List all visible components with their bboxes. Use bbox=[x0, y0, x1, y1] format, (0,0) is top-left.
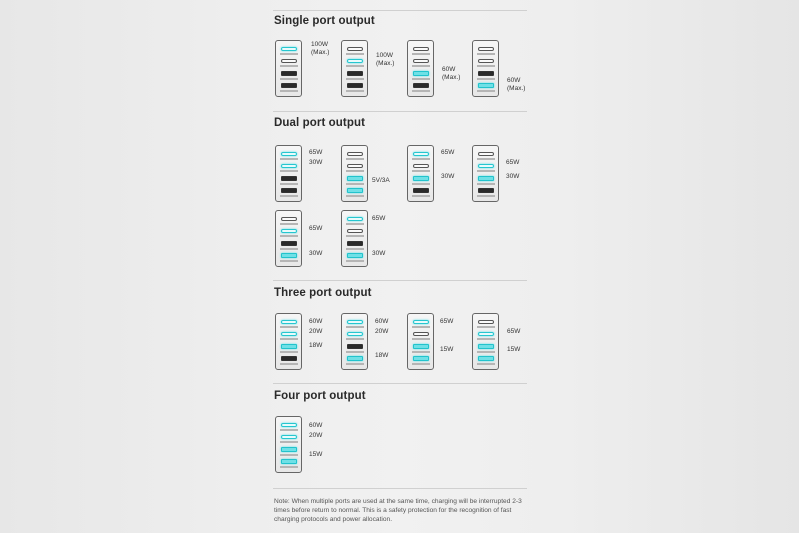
port-a2 bbox=[478, 188, 494, 193]
divider-four bbox=[273, 488, 527, 489]
output-label-three-2-2: 20W bbox=[375, 328, 389, 335]
port-label-a2 bbox=[280, 363, 298, 365]
port-c1-active bbox=[347, 217, 363, 221]
port-label-a2 bbox=[477, 363, 495, 365]
port-a2-active bbox=[347, 253, 363, 258]
port-a2 bbox=[413, 188, 429, 193]
port-a1-active bbox=[281, 344, 297, 349]
charger-dual-2 bbox=[341, 145, 368, 202]
safety-note: Note: When multiple ports are used at the same time, charging will be interrupted 2-3 times before return to normal. This is a safety protection for the recognition of fast charging protocols and power allocation. bbox=[274, 498, 522, 523]
port-label-a2 bbox=[346, 363, 364, 365]
port-label-a1 bbox=[280, 351, 298, 353]
port-label-c2 bbox=[280, 170, 298, 172]
section-title-dual: Dual port output bbox=[274, 117, 366, 129]
port-label-a1 bbox=[280, 454, 298, 456]
port-a1 bbox=[347, 71, 363, 76]
port-c1-active bbox=[413, 320, 429, 324]
port-label-a1 bbox=[280, 183, 298, 185]
port-c2-active bbox=[281, 332, 297, 336]
port-c2 bbox=[347, 229, 363, 233]
port-label-a2 bbox=[280, 466, 298, 468]
port-label-a1 bbox=[477, 183, 495, 185]
port-label-c2 bbox=[412, 65, 430, 67]
output-label-three-2-3: 18W bbox=[375, 352, 389, 359]
port-c2-active bbox=[347, 59, 363, 63]
port-a2-active bbox=[281, 253, 297, 258]
port-label-c1 bbox=[346, 158, 364, 160]
port-a1 bbox=[281, 241, 297, 246]
port-c1 bbox=[478, 320, 494, 324]
charger-dual-5 bbox=[275, 210, 302, 267]
port-c2-active bbox=[281, 435, 297, 439]
port-label-c1 bbox=[477, 158, 495, 160]
port-c1 bbox=[413, 47, 429, 51]
port-a1-active bbox=[281, 447, 297, 452]
port-c1 bbox=[478, 47, 494, 51]
port-label-c2 bbox=[280, 235, 298, 237]
port-label-c2 bbox=[346, 65, 364, 67]
port-a2-active bbox=[347, 188, 363, 193]
output-label-single-1: 100W bbox=[311, 41, 328, 48]
output-label-four-1-3: 15W bbox=[309, 451, 323, 458]
port-c2-active bbox=[347, 332, 363, 336]
port-label-a1 bbox=[477, 351, 495, 353]
charger-four-1 bbox=[275, 416, 302, 473]
output-label-three-2-1: 60W bbox=[375, 318, 389, 325]
port-c1-active bbox=[281, 47, 297, 51]
port-label-a2 bbox=[477, 195, 495, 197]
port-label-a2 bbox=[280, 260, 298, 262]
output-label-three-1-3: 18W bbox=[309, 342, 323, 349]
port-c2-active bbox=[281, 229, 297, 233]
port-label-a1 bbox=[412, 183, 430, 185]
output-label-dual-1-1: 65W bbox=[309, 149, 323, 156]
port-c2 bbox=[281, 59, 297, 63]
output-label-dual-5-1: 65W bbox=[309, 225, 323, 232]
port-label-a2 bbox=[412, 363, 430, 365]
port-c2-active bbox=[281, 164, 297, 168]
port-label-c2 bbox=[477, 338, 495, 340]
port-a2-active bbox=[478, 83, 494, 88]
output-label-dual-2-1: 5V/3A bbox=[372, 177, 390, 184]
charger-single-3 bbox=[407, 40, 434, 97]
port-label-a1 bbox=[346, 78, 364, 80]
port-label-a2 bbox=[280, 90, 298, 92]
port-a2-active bbox=[347, 356, 363, 361]
port-c1-active bbox=[413, 152, 429, 156]
section-title-single: Single port output bbox=[274, 15, 375, 27]
section-title-three: Three port output bbox=[274, 287, 372, 299]
charger-three-1 bbox=[275, 313, 302, 370]
port-c2 bbox=[413, 164, 429, 168]
port-label-a1 bbox=[280, 78, 298, 80]
output-label-dual-5-2: 30W bbox=[309, 250, 323, 257]
output-label-four-1-1: 60W bbox=[309, 422, 323, 429]
port-label-c1 bbox=[346, 53, 364, 55]
output-label-single-4-note: (Max.) bbox=[507, 85, 526, 92]
port-label-c2 bbox=[280, 65, 298, 67]
port-a2 bbox=[347, 83, 363, 88]
port-c1-active bbox=[347, 320, 363, 324]
section-title-four: Four port output bbox=[274, 390, 366, 402]
port-a1-active bbox=[413, 71, 429, 76]
port-label-a1 bbox=[412, 78, 430, 80]
port-label-a1 bbox=[477, 78, 495, 80]
port-label-a1 bbox=[346, 248, 364, 250]
charger-dual-1 bbox=[275, 145, 302, 202]
port-a1 bbox=[281, 71, 297, 76]
port-a1-active bbox=[478, 176, 494, 181]
output-label-dual-3-2: 30W bbox=[441, 173, 455, 180]
output-label-dual-6-2: 30W bbox=[372, 250, 386, 257]
port-label-a1 bbox=[346, 183, 364, 185]
port-c2-active bbox=[478, 164, 494, 168]
port-label-c1 bbox=[412, 326, 430, 328]
port-a2-active bbox=[478, 356, 494, 361]
port-c2 bbox=[413, 332, 429, 336]
port-label-c1 bbox=[280, 429, 298, 431]
port-label-a1 bbox=[346, 351, 364, 353]
port-label-c2 bbox=[346, 170, 364, 172]
port-label-a2 bbox=[412, 195, 430, 197]
port-c2 bbox=[478, 59, 494, 63]
port-label-c1 bbox=[346, 326, 364, 328]
port-label-a1 bbox=[412, 351, 430, 353]
port-a1-active bbox=[478, 344, 494, 349]
port-label-c1 bbox=[280, 158, 298, 160]
port-label-c2 bbox=[477, 65, 495, 67]
port-a1 bbox=[347, 344, 363, 349]
port-c1-active bbox=[281, 152, 297, 156]
port-label-c2 bbox=[280, 338, 298, 340]
port-label-c2 bbox=[477, 170, 495, 172]
port-c1 bbox=[347, 47, 363, 51]
port-label-a2 bbox=[346, 195, 364, 197]
port-label-c1 bbox=[477, 326, 495, 328]
port-a2 bbox=[413, 83, 429, 88]
output-label-three-4-1: 65W bbox=[507, 328, 521, 335]
port-label-c1 bbox=[477, 53, 495, 55]
charger-three-2 bbox=[341, 313, 368, 370]
output-label-three-1-1: 60W bbox=[309, 318, 323, 325]
output-label-dual-1-2: 30W bbox=[309, 159, 323, 166]
port-c1 bbox=[478, 152, 494, 156]
port-a1-active bbox=[413, 176, 429, 181]
output-label-dual-6-1: 65W bbox=[372, 215, 386, 222]
port-c1 bbox=[281, 217, 297, 221]
divider-top bbox=[273, 10, 527, 11]
port-a2 bbox=[281, 83, 297, 88]
output-label-single-3-note: (Max.) bbox=[442, 74, 461, 81]
charger-three-4 bbox=[472, 313, 499, 370]
output-label-three-3-1: 65W bbox=[440, 318, 454, 325]
output-label-single-1-note: (Max.) bbox=[311, 49, 330, 56]
port-label-c1 bbox=[280, 223, 298, 225]
port-a1-active bbox=[347, 176, 363, 181]
divider-single bbox=[273, 111, 527, 112]
output-label-three-1-2: 20W bbox=[309, 328, 323, 335]
divider-dual bbox=[273, 280, 527, 281]
port-c2 bbox=[413, 59, 429, 63]
divider-three bbox=[273, 383, 527, 384]
port-label-a2 bbox=[477, 90, 495, 92]
port-a2-active bbox=[413, 356, 429, 361]
port-label-a2 bbox=[280, 195, 298, 197]
port-c1 bbox=[347, 152, 363, 156]
port-label-a2 bbox=[412, 90, 430, 92]
output-label-three-3-2: 15W bbox=[440, 346, 454, 353]
charger-single-2 bbox=[341, 40, 368, 97]
output-label-dual-3-1: 65W bbox=[441, 149, 455, 156]
port-a2 bbox=[281, 188, 297, 193]
port-label-c1 bbox=[346, 223, 364, 225]
port-c1-active bbox=[281, 423, 297, 427]
port-label-c1 bbox=[280, 326, 298, 328]
port-label-c2 bbox=[412, 338, 430, 340]
output-label-dual-4-2: 30W bbox=[506, 173, 520, 180]
port-label-c2 bbox=[280, 441, 298, 443]
port-a2 bbox=[281, 356, 297, 361]
port-label-c2 bbox=[346, 235, 364, 237]
output-label-single-4: 60W bbox=[507, 77, 521, 84]
port-label-a2 bbox=[346, 260, 364, 262]
output-label-single-3: 60W bbox=[442, 66, 456, 73]
port-a1 bbox=[281, 176, 297, 181]
output-label-four-1-2: 20W bbox=[309, 432, 323, 439]
port-label-c2 bbox=[346, 338, 364, 340]
charger-dual-4 bbox=[472, 145, 499, 202]
charger-single-4 bbox=[472, 40, 499, 97]
charger-dual-6 bbox=[341, 210, 368, 267]
port-c2 bbox=[347, 164, 363, 168]
port-label-a2 bbox=[346, 90, 364, 92]
port-label-a1 bbox=[280, 248, 298, 250]
output-label-three-4-2: 15W bbox=[507, 346, 521, 353]
port-a1 bbox=[347, 241, 363, 246]
charger-dual-3 bbox=[407, 145, 434, 202]
port-label-c1 bbox=[412, 158, 430, 160]
port-c1-active bbox=[281, 320, 297, 324]
output-label-dual-4-1: 65W bbox=[506, 159, 520, 166]
port-a2-active bbox=[281, 459, 297, 464]
charger-three-3 bbox=[407, 313, 434, 370]
port-c2-active bbox=[478, 332, 494, 336]
output-label-single-2-note: (Max.) bbox=[376, 60, 395, 67]
port-label-c2 bbox=[412, 170, 430, 172]
output-label-single-2: 100W bbox=[376, 52, 393, 59]
port-a1-active bbox=[413, 344, 429, 349]
charger-single-1 bbox=[275, 40, 302, 97]
port-label-c1 bbox=[412, 53, 430, 55]
port-a1 bbox=[478, 71, 494, 76]
port-label-c1 bbox=[280, 53, 298, 55]
